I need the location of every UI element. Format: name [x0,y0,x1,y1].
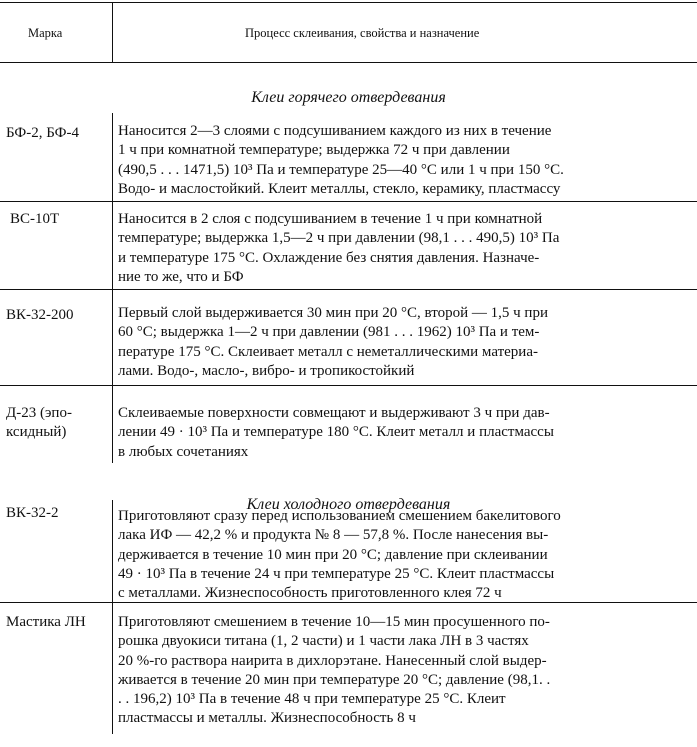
section-title-cold: Клеи холодного отвердевания [246,496,451,513]
table-top-border [0,2,697,3]
row-description: Склеиваемые поверхности совмещают и выдерживают 3 ч при дав- лении 49 · 10³ Па и температуре 180 °С. Клеит металл и пластмассы в любых сочетаниях [118,405,554,460]
row-brand: БФ-2, БФ-4 [6,125,79,141]
header-brand: Марка [28,26,63,40]
row-description: Приготовляют смешением в течение 10—15 мин просушенного по- рошка двуокиси титана (1, 2 части) и 1 части лака ЛН в 3 частях 20 %-го раствора наирита в дихлорэтане. Нанесенный слой выдер- живается в течение 20 мин при температуре 20 °С; давление (98,1. . . . 196,2) 10³ Па в течение 48 ч при температуре 25 °С. Клеит пластмассы и металлы. Жизнеспособность 8 ч [118,614,551,727]
row-divider [112,602,113,734]
row-divider [112,385,113,463]
row-divider [112,500,113,602]
row-description: Приготовляют сразу перед использованием смешением бакелитового лака ИФ — 42,2 % и продукта № 8 — 57,8 %. После нанесения вы- держивается в течение 10 мин при 20 °С; давление при склеивании 49 · 10³ Па в течение 24 ч при температуре 25 °С. Клеит пластмассы с металлами. Жизнеспособность приготовленного клея 72 ч [118,508,561,602]
row-brand: Д-23 (эпо- ксидный) [6,405,72,440]
row-separator [0,385,697,386]
row-brand: Мастика ЛН [6,614,86,630]
row-description: Наносится 2—3 слоями с подсушиванием каждого из них в течение 1 ч при комнатной температуре; выдержка 72 ч при давлении (490,5 . . . 1471,5) 10³ Па и температуре 25—40 °С или 1 ч при 150 °С. Водо- и маслостойкий. Клеит металлы, стекло, керамику, пластмассу [118,123,564,197]
row-brand: ВК-32-2 [6,505,59,521]
row-separator [0,201,697,202]
row-brand: ВК-32-200 [6,307,74,323]
row-separator [0,289,697,290]
header-divider [112,3,113,62]
row-description: Первый слой выдерживается 30 мин при 20 °С, второй — 1,5 ч при 60 °С; выдержка 1—2 ч при давлении (981 . . . 1962) 10³ Па и тем- пературе 175 °С. Склеивает металл с неметаллическими материа- лами. Водо-, масло-, вибро- и тропикостойкий [118,305,548,379]
header-process: Процесс склеивания, свойства и назначение [245,26,480,40]
header-bottom-border [0,62,697,63]
row-divider [112,113,113,201]
row-brand: ВС-10Т [10,211,60,227]
row-divider [112,289,113,385]
section-title-hot: Клеи горячего отвердевания [251,89,446,106]
row-description: Наносится в 2 слоя с подсушиванием в течение 1 ч при комнатной температуре; выдержка 1,5—2 ч при давлении (98,1 . . . 490,5) 10³ Па и температуре 175 °С. Охлаждение без снятия давления. Назначе- ние то же, что и БФ [118,211,560,285]
row-separator [0,602,697,603]
